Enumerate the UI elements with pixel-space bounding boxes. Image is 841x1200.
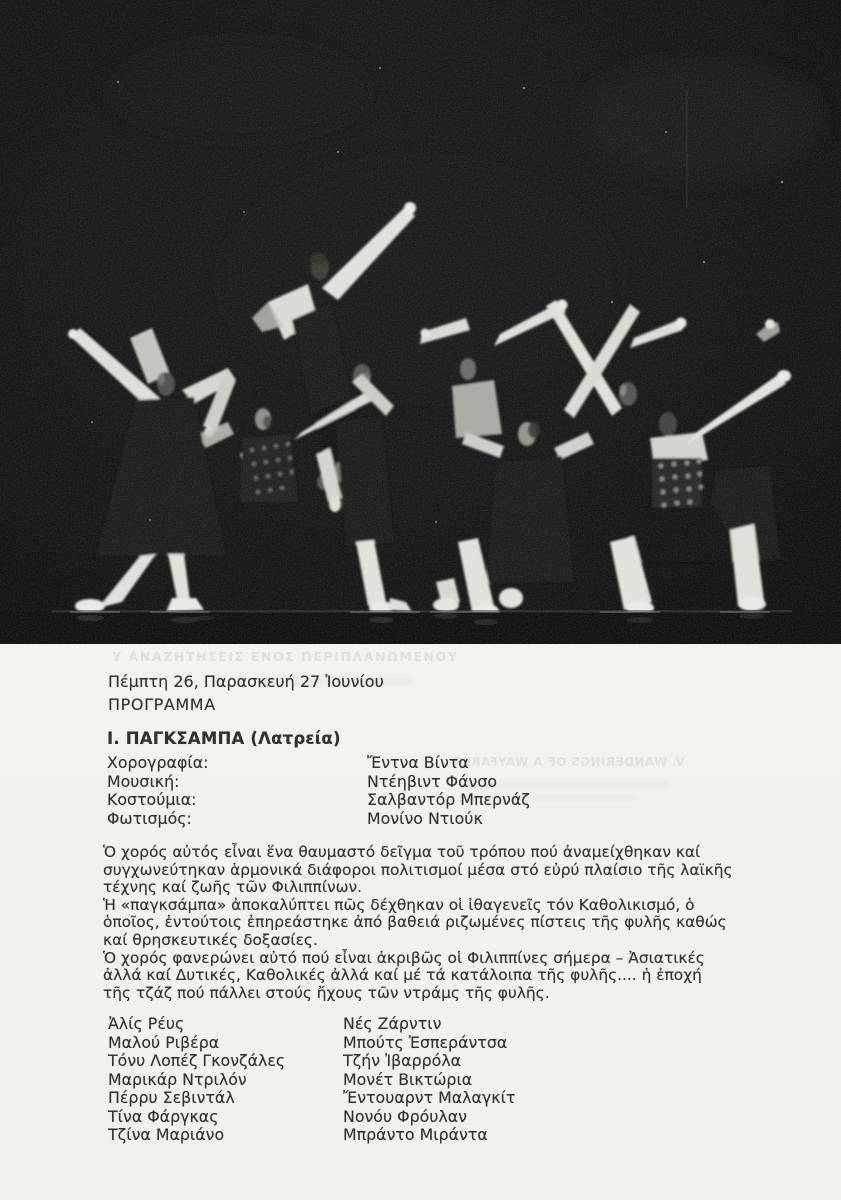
program-title: ΠΡΟΓΡΑΜΜΑ xyxy=(108,695,216,714)
cast-name-right: Μονέτ Βικτώρια xyxy=(343,1069,473,1089)
cast-name-right: Μπούτς Ἐσπεράντσα xyxy=(343,1032,508,1052)
cast-name-left: Μαρικάρ Ντριλόν xyxy=(108,1069,247,1089)
credit-value: Σαλβαντόρ Μπερνάζ xyxy=(367,790,530,810)
description-line: Ὁ χορός αὐτός εἶναι ἕνα θαυμαστό δεῖγμα τοῦ τρόπου πού ἀναμείχθηκαν καί xyxy=(103,843,701,861)
description-line: ὁποῖος, ἐντούτοις ἐπηρεάστηκε ἀπό βαθειά ριζωμένες πίστεις τῆς φυλῆς καθώς xyxy=(103,913,727,932)
cast-name-left: Πέρρυ Σεβιντάλ xyxy=(108,1088,235,1107)
description-line: καί θρησκευτικές δοξασίες. xyxy=(103,930,318,949)
cast-name-left: Ἀλίς Ρέυς xyxy=(108,1014,185,1033)
credit-label: Κοστούμια: xyxy=(107,790,197,810)
description-line: τῆς τζάζ πού πάλλει στούς ἤχους τῶν ντράμς τῆς φυλῆς. xyxy=(103,983,550,1002)
description-line: Ἡ «παγκσάμπα» ἀποκαλύπτει πῶς δέχθηκαν οἱ ἰθαγενεῖς τόν Καθολικισμό, ὁ xyxy=(103,895,695,914)
description-line: τέχνης καί ζωῆς τῶν Φιλιππίνων. xyxy=(103,878,363,897)
piece-heading: Ι. ΠΑΓΚΣΑΜΠΑ (Λατρεία) xyxy=(107,729,341,748)
date-line: Πέμπτη 26, Παρασκευή 27 Ἰουνίου xyxy=(108,672,384,691)
cast-name-left: Τίνα Φάργκας xyxy=(108,1106,219,1126)
showthrough-greek-heading: Υ ΑΝΑΖΗΤΗΣΕΙΣ ΕΝΟΣ ΠΕΡΙΠΛΑΝΩΜΕΝΟΥ xyxy=(112,649,459,664)
cast-name-right: Νές Ζάρντιν xyxy=(343,1014,442,1033)
credit-label: Μουσική: xyxy=(107,771,180,791)
description-paragraph xyxy=(103,843,733,1001)
credit-value: Ντέηβιντ Φάνσο xyxy=(367,771,498,791)
credit-value: Μονίνο Ντιούκ xyxy=(367,808,483,828)
showthrough-english-heading-mirrored: V. WANDERINGS OF A WAYFARER xyxy=(452,755,685,769)
description-line: ἀλλά καί Δυτικές, Καθολικές ἀλλά καί μέ τά κατάλοιπα τῆς φυλῆς.... ἡ ἐποχή xyxy=(103,966,702,985)
description-line: Ὁ χορός φανερώνει αὐτό πού εἶναι ἀκριβῶς οἱ Φιλιππίνες σήμερα – Ἀσιατικές xyxy=(103,948,705,967)
credit-label: Χορογραφία: xyxy=(107,753,209,772)
cast-name-left: Τόνυ Λοπέζ Γκονζάλες xyxy=(108,1051,286,1070)
cast-name-left: Τζίνα Μαριάνο xyxy=(108,1125,225,1144)
credit-label: Φωτισμός: xyxy=(107,808,192,828)
cast-name-right: Τζήν Ἰβαρρόλα xyxy=(343,1051,462,1070)
cast-name-right: Νονόυ Φρόυλαν xyxy=(343,1106,467,1126)
credit-value: Ἔντνα Βίντα xyxy=(367,753,469,772)
description-line: συγχωνεύτηκαν ἁρμονικά διάφοροι πολιτισμοί μέσα στό εὐρύ πλαίσιο τῆς λαϊκῆς xyxy=(103,860,733,879)
cast-name-left: Μαλού Ριβέρα xyxy=(108,1032,220,1052)
cast-name-right: Μπράντο Μιράντα xyxy=(343,1125,488,1144)
cast-name-right: Ἔντουαρντ Μαλαγκίτ xyxy=(343,1088,516,1107)
